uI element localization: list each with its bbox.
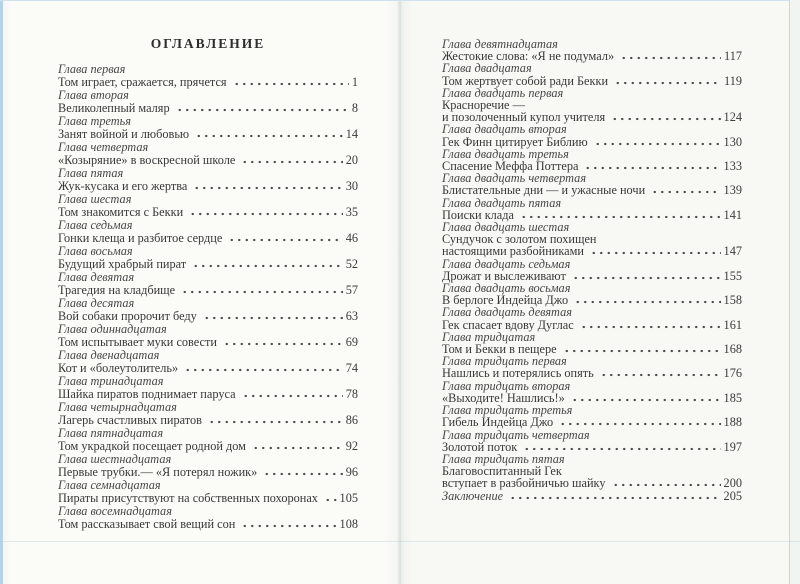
chapter-title-text: Том знакомится с Бекки bbox=[58, 205, 184, 219]
chapter-label: Глава двадцать восьмая bbox=[442, 281, 571, 296]
chapter-title-text: вступает в разбойничью шайку bbox=[442, 476, 606, 491]
dot-leader bbox=[192, 264, 343, 268]
page-number: 105 bbox=[339, 491, 358, 505]
chapter-title-line bbox=[442, 184, 742, 196]
toc-entry bbox=[442, 148, 742, 172]
chapter-label: Глава двадцать седьмая bbox=[442, 256, 571, 271]
chapter-title-line bbox=[442, 245, 742, 257]
page-number: 200 bbox=[723, 476, 742, 491]
chapter-title-text: Спасение Меффа Поттера bbox=[442, 159, 579, 174]
toc-entry bbox=[442, 38, 742, 62]
page-number: 141 bbox=[723, 207, 742, 222]
chapter-title-text: «Выходите! Нашлись!» bbox=[442, 390, 565, 405]
dot-leader bbox=[195, 134, 343, 138]
dot-leader bbox=[184, 368, 343, 372]
chapter-label: Глава седьмая bbox=[58, 218, 133, 232]
dot-leader bbox=[324, 498, 337, 502]
chapter-label: Глава первая bbox=[58, 62, 126, 76]
dot-leader bbox=[242, 394, 343, 398]
dot-leader bbox=[574, 300, 720, 304]
toc-entry bbox=[58, 375, 358, 401]
page-number: 185 bbox=[723, 390, 742, 405]
toc-entry bbox=[58, 479, 358, 505]
chapter-title-text: Пираты присутствуют на собственных похоронах bbox=[58, 491, 318, 505]
toc-entry bbox=[58, 271, 358, 297]
chapter-title-line bbox=[442, 75, 742, 87]
page-number: 86 bbox=[345, 413, 358, 427]
dot-leader bbox=[223, 342, 343, 346]
chapter-title-text: Вой собаки пророчит беду bbox=[58, 309, 197, 323]
toc-entry bbox=[58, 115, 358, 141]
dot-leader bbox=[189, 212, 343, 216]
chapter-title-text: Лагерь счастливых пиратов bbox=[58, 413, 202, 427]
page-number: 8 bbox=[351, 101, 358, 115]
toc-entry bbox=[442, 355, 742, 379]
toc-entry bbox=[442, 172, 742, 196]
chapter-title-text: Будущий храбрый пират bbox=[58, 257, 187, 271]
toc-entry bbox=[442, 62, 742, 86]
chapter-title-text: Жестокие слова: «Я не подумал» bbox=[442, 49, 615, 64]
page-number: 188 bbox=[723, 415, 742, 430]
page-number: 205 bbox=[723, 488, 742, 503]
toc-entry bbox=[58, 323, 358, 349]
dot-leader bbox=[612, 483, 721, 487]
chapter-title-text: Занят войной и любовью bbox=[58, 127, 190, 141]
toc-heading: ОГЛАВЛЕНИЕ bbox=[150, 36, 266, 51]
page-number: 35 bbox=[345, 205, 358, 219]
chapter-title-text: Том рассказывает свой вещий сон bbox=[58, 517, 236, 531]
chapter-title-line bbox=[442, 136, 742, 148]
chapter-title-text: Нашлись и потерялись опять bbox=[442, 366, 594, 381]
toc-entries-right bbox=[442, 38, 742, 502]
chapter-label: Глава тридцать третья bbox=[442, 403, 573, 418]
toc-entry bbox=[442, 490, 742, 502]
dot-leader bbox=[233, 82, 349, 86]
dot-leader bbox=[572, 276, 721, 280]
scan-artifact-line bbox=[0, 541, 800, 542]
page-number: 92 bbox=[345, 439, 358, 453]
page-number: 63 bbox=[345, 309, 358, 323]
toc-entry bbox=[442, 87, 742, 124]
dot-leader bbox=[559, 422, 720, 426]
scan-edge-right-pad bbox=[790, 0, 800, 584]
chapter-title-text: Первые трубки.— «Я потерял ножик» bbox=[58, 465, 258, 479]
chapter-title-text: Красноречие — bbox=[442, 98, 525, 113]
toc-entry bbox=[442, 429, 742, 453]
chapter-label: Глава четвертая bbox=[58, 140, 149, 154]
toc-entry bbox=[58, 245, 358, 271]
dot-leader bbox=[600, 373, 721, 377]
scan-edge-left bbox=[0, 0, 3, 584]
toc-entry bbox=[58, 141, 358, 167]
toc-entry bbox=[442, 404, 742, 428]
toc-entry bbox=[442, 331, 742, 355]
dot-leader bbox=[611, 117, 720, 121]
page-number: 161 bbox=[723, 317, 742, 332]
page-number: 130 bbox=[723, 134, 742, 149]
chapter-label: Глава тридцать вторая bbox=[442, 378, 571, 393]
page-number: 155 bbox=[723, 268, 742, 283]
chapter-title-text: Трагедия на кладбище bbox=[58, 283, 176, 297]
page-number: 96 bbox=[345, 465, 358, 479]
dot-leader bbox=[228, 238, 342, 242]
toc-entry bbox=[442, 380, 742, 404]
dot-leader bbox=[580, 325, 721, 329]
chapter-label: Глава тринадцатая bbox=[58, 374, 164, 388]
toc-right-column bbox=[442, 38, 742, 502]
chapter-label: Глава двадцать пятая bbox=[442, 195, 562, 210]
chapter-title-text: Гек спасает вдову Дуглас bbox=[442, 317, 574, 332]
dot-leader bbox=[203, 316, 343, 320]
page-number: 108 bbox=[339, 517, 358, 531]
chapter-title-text: и позолоченный купол учителя bbox=[442, 110, 606, 125]
dot-leader bbox=[263, 472, 342, 476]
dot-leader bbox=[620, 56, 721, 60]
book-gutter bbox=[397, 0, 404, 584]
dot-leader bbox=[252, 446, 343, 450]
dot-leader bbox=[241, 160, 342, 164]
dot-leader bbox=[520, 215, 721, 219]
toc-entries-left bbox=[58, 63, 358, 531]
chapter-title-text: Великолепный маляр bbox=[58, 101, 170, 115]
chapter-title-text: Том испытывает муки совести bbox=[58, 335, 217, 349]
toc-entry bbox=[442, 453, 742, 490]
chapter-label: Глава пятая bbox=[58, 166, 124, 180]
page-number: 30 bbox=[345, 179, 358, 193]
dot-leader bbox=[594, 142, 721, 146]
chapter-label: Глава пятнадцатая bbox=[58, 426, 164, 440]
chapter-title-text: Дрожат и выслеживают bbox=[442, 268, 566, 283]
chapter-title-text: Том и Бекки в пещере bbox=[442, 342, 557, 357]
chapter-label: Глава девятнадцатая bbox=[442, 37, 558, 51]
toc-entry bbox=[58, 401, 358, 427]
page-number: 176 bbox=[723, 366, 742, 381]
dot-leader bbox=[590, 251, 721, 255]
chapter-title-line bbox=[442, 477, 742, 489]
dot-leader bbox=[509, 496, 720, 500]
page-number: 78 bbox=[345, 387, 358, 401]
dot-leader bbox=[181, 290, 343, 294]
scan-edge-right bbox=[789, 0, 790, 584]
chapter-title-text: Том жертвует собой ради Бекки bbox=[442, 73, 609, 88]
chapter-title-text: Заключение bbox=[442, 488, 504, 503]
chapter-label: Глава тридцать четвертая bbox=[442, 427, 590, 442]
chapter-title-text: Кот и «болеутолитель» bbox=[58, 361, 179, 375]
page-number: 124 bbox=[723, 110, 742, 125]
chapter-title-text: Гек Финн цитирует Библию bbox=[442, 134, 588, 149]
chapter-title-text: Шайка пиратов поднимает паруса bbox=[58, 387, 236, 401]
dot-leader bbox=[241, 524, 336, 528]
toc-entry bbox=[58, 167, 358, 193]
chapter-label: Глава шестнадцатая bbox=[58, 452, 172, 466]
chapter-title-text: Гонки клеща и разбитое сердце bbox=[58, 231, 223, 245]
chapter-label: Глава тридцать пятая bbox=[442, 451, 565, 466]
chapter-label: Глава одиннадцатая bbox=[58, 322, 167, 336]
page-number: 133 bbox=[723, 159, 742, 174]
chapter-label: Глава двадцать вторая bbox=[442, 122, 567, 137]
page-number: 46 bbox=[345, 231, 358, 245]
dot-leader bbox=[584, 166, 720, 170]
chapter-title-line bbox=[442, 367, 742, 379]
toc-entry bbox=[58, 193, 358, 219]
toc-entry bbox=[442, 197, 742, 221]
chapter-label: Глава двадцатая bbox=[442, 61, 532, 76]
page-number: 139 bbox=[723, 183, 742, 198]
chapter-title-text: Жук-кусака и его жертва bbox=[58, 179, 188, 193]
chapter-label: Глава семнадцатая bbox=[58, 478, 161, 492]
page-number: 197 bbox=[723, 439, 742, 454]
chapter-title-text: «Козыряние» в воскресной школе bbox=[58, 153, 236, 167]
page-number: 119 bbox=[724, 73, 742, 88]
page-number: 57 bbox=[345, 283, 358, 297]
chapter-label: Глава тридцатая bbox=[442, 329, 536, 344]
chapter-label: Глава девятая bbox=[58, 270, 135, 284]
dot-leader bbox=[571, 398, 721, 402]
page-number: 147 bbox=[723, 244, 742, 259]
chapter-title-text: В берлоге Индейца Джо bbox=[442, 293, 569, 308]
toc-entry bbox=[442, 123, 742, 147]
dot-leader bbox=[176, 108, 349, 112]
chapter-title-text: Золотой поток bbox=[442, 439, 518, 454]
chapter-label: Глава восьмая bbox=[58, 244, 133, 258]
chapter-label: Глава третья bbox=[58, 114, 131, 128]
chapter-label: Глава двадцать четвертая bbox=[442, 171, 587, 186]
toc-entry bbox=[58, 349, 358, 375]
page-number: 14 bbox=[345, 127, 358, 141]
chapter-title-text: Благовоспитанный Гек bbox=[442, 464, 562, 479]
chapter-title-text: настоящими разбойниками bbox=[442, 244, 584, 259]
dot-leader bbox=[614, 81, 721, 85]
page-number: 158 bbox=[723, 293, 742, 308]
toc-entry bbox=[442, 258, 742, 282]
page-number: 69 bbox=[345, 335, 358, 349]
page-number: 117 bbox=[724, 49, 742, 64]
dot-leader bbox=[208, 420, 343, 424]
toc-entry bbox=[442, 306, 742, 330]
chapter-label: Глава восемнадцатая bbox=[58, 504, 172, 518]
chapter-title-text: Том украдкой посещает родной дом bbox=[58, 439, 246, 453]
page-number: 52 bbox=[345, 257, 358, 271]
page-number: 20 bbox=[345, 153, 358, 167]
toc-entry bbox=[58, 89, 358, 115]
chapter-title-text: Гибель Индейца Джо bbox=[442, 415, 554, 430]
toc-entry bbox=[58, 427, 358, 453]
chapter-title-text: Том играет, сражается, прячется bbox=[58, 75, 227, 89]
toc-entry bbox=[58, 297, 358, 323]
toc-entry bbox=[58, 453, 358, 479]
page-number: 74 bbox=[345, 361, 358, 375]
chapter-label: Глава двадцать третья bbox=[442, 146, 569, 161]
chapter-label: Глава четырнадцатая bbox=[58, 400, 177, 414]
chapter-label: Глава десятая bbox=[58, 296, 135, 310]
chapter-title-text: Блистательные дни — и ужасные ночи bbox=[442, 183, 646, 198]
chapter-title-text: Сундучок с золотом похищен bbox=[442, 232, 597, 247]
chapter-title-line bbox=[442, 416, 742, 428]
chapter-title-line bbox=[442, 490, 742, 502]
dot-leader bbox=[651, 190, 720, 194]
chapter-label: Глава вторая bbox=[58, 88, 129, 102]
chapter-label: Глава тридцать первая bbox=[442, 354, 567, 369]
toc-entry bbox=[442, 282, 742, 306]
toc-entry bbox=[58, 505, 358, 531]
scan-edge-top bbox=[0, 0, 800, 1]
chapter-label: Глава двадцать шестая bbox=[442, 220, 570, 235]
toc-left-column bbox=[58, 36, 358, 531]
chapter-label: Глава двадцать девятая bbox=[442, 305, 572, 320]
chapter-label: Глава двадцать первая bbox=[442, 85, 564, 100]
page-number: 1 bbox=[351, 75, 358, 89]
dot-leader bbox=[563, 349, 721, 353]
toc-entry bbox=[58, 63, 358, 89]
chapter-label: Глава шестая bbox=[58, 192, 132, 206]
toc-entry bbox=[58, 219, 358, 245]
chapter-label: Глава двенадцатая bbox=[58, 348, 160, 362]
chapter-title-line bbox=[58, 518, 358, 531]
dot-leader bbox=[193, 186, 342, 190]
page-number: 168 bbox=[723, 342, 742, 357]
toc-entry bbox=[442, 221, 742, 258]
chapter-title-text: Поиски клада bbox=[442, 207, 514, 222]
dot-leader bbox=[523, 447, 720, 451]
